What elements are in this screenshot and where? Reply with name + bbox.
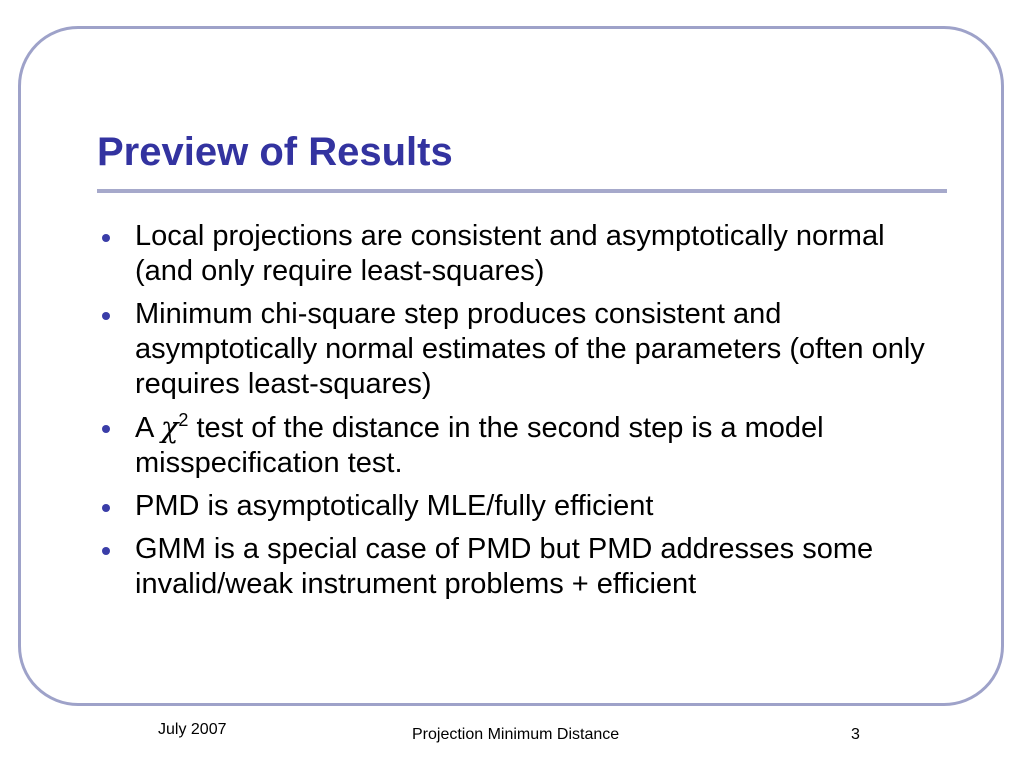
bullet-text: GMM is a special case of PMD but PMD addresses some invalid/weak instrument problems + efficient xyxy=(135,533,874,600)
bullet-text: Minimum chi-square step produces consistent and asymptotically normal estimates of the parameters (often only requires least-squares) xyxy=(135,298,925,400)
page-number: 3 xyxy=(851,726,860,743)
bullet-text: Local projections are consistent and asymptotically normal (and only require least-squares) xyxy=(135,220,885,287)
bullet-item xyxy=(98,532,938,602)
bullet-item xyxy=(98,219,938,289)
bullet-dot-icon xyxy=(102,425,110,433)
bullet-list xyxy=(98,219,938,610)
bullet-dot-icon xyxy=(102,312,110,320)
bullet-item xyxy=(98,489,938,524)
bullet-dot-icon xyxy=(102,547,110,555)
superscript: 2 xyxy=(178,410,189,430)
bullet-item xyxy=(98,297,938,402)
chi-symbol: χ xyxy=(160,410,179,444)
bullet-text-prefix: A xyxy=(135,412,161,444)
footer-title: Projection Minimum Distance xyxy=(412,726,620,743)
bullet-text: PMD is asymptotically MLE/fully efficient xyxy=(135,490,654,522)
bullet-dot-icon xyxy=(102,504,110,512)
bullet-text-suffix: test of the distance in the second step is a model misspecification test. xyxy=(135,412,824,479)
bullet-dot-icon xyxy=(102,234,110,242)
bullet-item xyxy=(98,410,938,481)
title-underline xyxy=(97,189,947,193)
slide-title: Preview of Results xyxy=(97,130,453,174)
footer-date: July 2007 xyxy=(158,721,227,738)
